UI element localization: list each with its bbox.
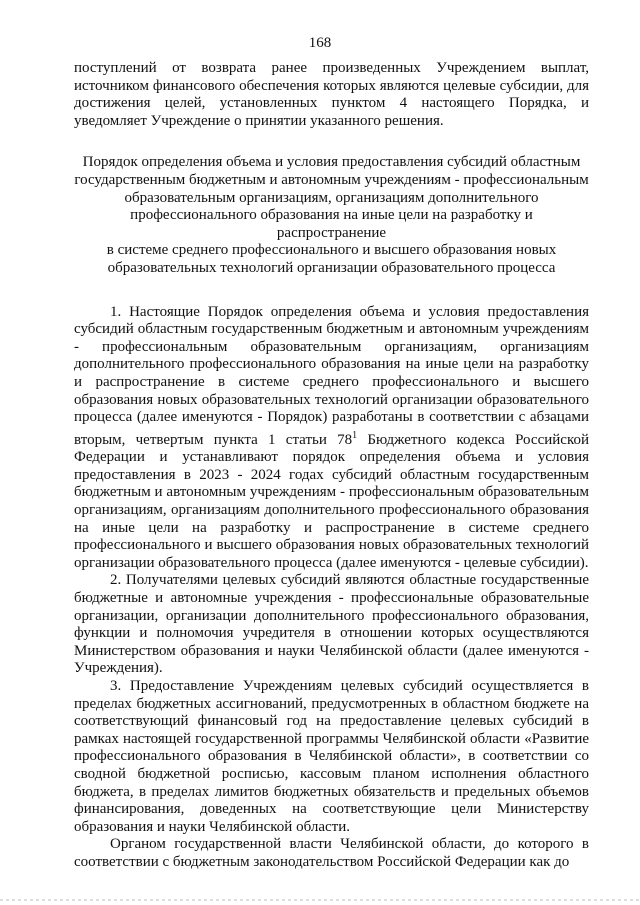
heading-line: профессионального образования на иные цели на разработку и распространение bbox=[130, 207, 533, 241]
document-body bbox=[74, 60, 589, 872]
heading-line: образовательным организациям, организациям дополнительного bbox=[124, 189, 539, 206]
scan-edge-line bbox=[0, 899, 640, 901]
paragraph-2: 2. Получателями целевых субсидий являются областные государственные бюджетные и автономные учреждения - профессиональные образовательные организации, организации дополнительного профессионального образования, функции и полномочия учредителя в отношении которых осуществляются Министерством образования и науки Челябинской области (далее именуются - Учреждения). bbox=[74, 572, 589, 677]
heading-line: государственным бюджетным и автономным учреждениям - профессиональным bbox=[74, 171, 589, 188]
article-superscript: 1 bbox=[352, 429, 358, 441]
heading-line: образовательных технологий организации образовательного процесса bbox=[107, 259, 556, 276]
paragraph-1-text-continued: Бюджетного кодекса Российской Федерации и устанавливают порядок определения объема и условия предоставления в 2023 - 2024 годах субсидий областным государственным бюджетным и автономным учреждениям - профессиональным образовательным организациям, организациям дополнительного профессионального образования на иные цели на разработку и распространение в системе среднего профессионального и высшего образования новых образовательных технологий организации образовательного процесса (далее именуются - целевые субсидии). bbox=[74, 431, 590, 571]
heading-line: Порядок определения объема и условия предоставления субсидий областным bbox=[82, 154, 581, 171]
paragraph-1-text: 1. Настоящие Порядок определения объема и условия предоставления субсидий областным государственным бюджетным и автономным учреждениям - профессиональным образовательным организациям, организациям дополнительного профессионального образования на иные цели на разработку и распространение в системе среднего профессионального и высшего образования новых образовательных технологий организации образовательного процесса (далее именуются - Порядок) разработаны в соответствии с абзацами вторым, четвертым пункта 1 статьи 78 bbox=[74, 303, 589, 448]
paragraph-1 bbox=[74, 304, 589, 573]
paragraph-4: Органом государственной власти Челябинской области, до которого в соответствии с бюджетным законодательством Российской Федерации как до bbox=[74, 836, 589, 870]
continuation-paragraph: поступлений от возврата ранее произведенных Учреждением выплат, источником финансового обеспечения которых являются целевые субсидии, для достижения целей, установленных пунктом 4 настоящего Порядка, и уведомляет Учреждение о принятии указанного решения. bbox=[74, 60, 589, 129]
heading-line: в системе среднего профессионального и высшего образования новых bbox=[106, 242, 557, 259]
paragraph-3: 3. Предоставление Учреждениям целевых субсидий осуществляется в пределах бюджетных ассигнований, предусмотренных в областном бюджете на соответствующий финансовый год на предоставление целевых субсидий в рамках настоящей государственной программы Челябинской области «Развитие профессионального образования в Челябинской области», в соответствии со сводной бюджетной росписью, кассовым планом исполнения областного бюджета, в пределах лимитов бюджетных обязательств и предельных объемов финансирования, доведенных на соответствующие цели Министерству образования и науки Челябинской области. bbox=[74, 678, 589, 835]
page-number: 168 bbox=[308, 35, 332, 51]
section-heading bbox=[74, 154, 589, 277]
